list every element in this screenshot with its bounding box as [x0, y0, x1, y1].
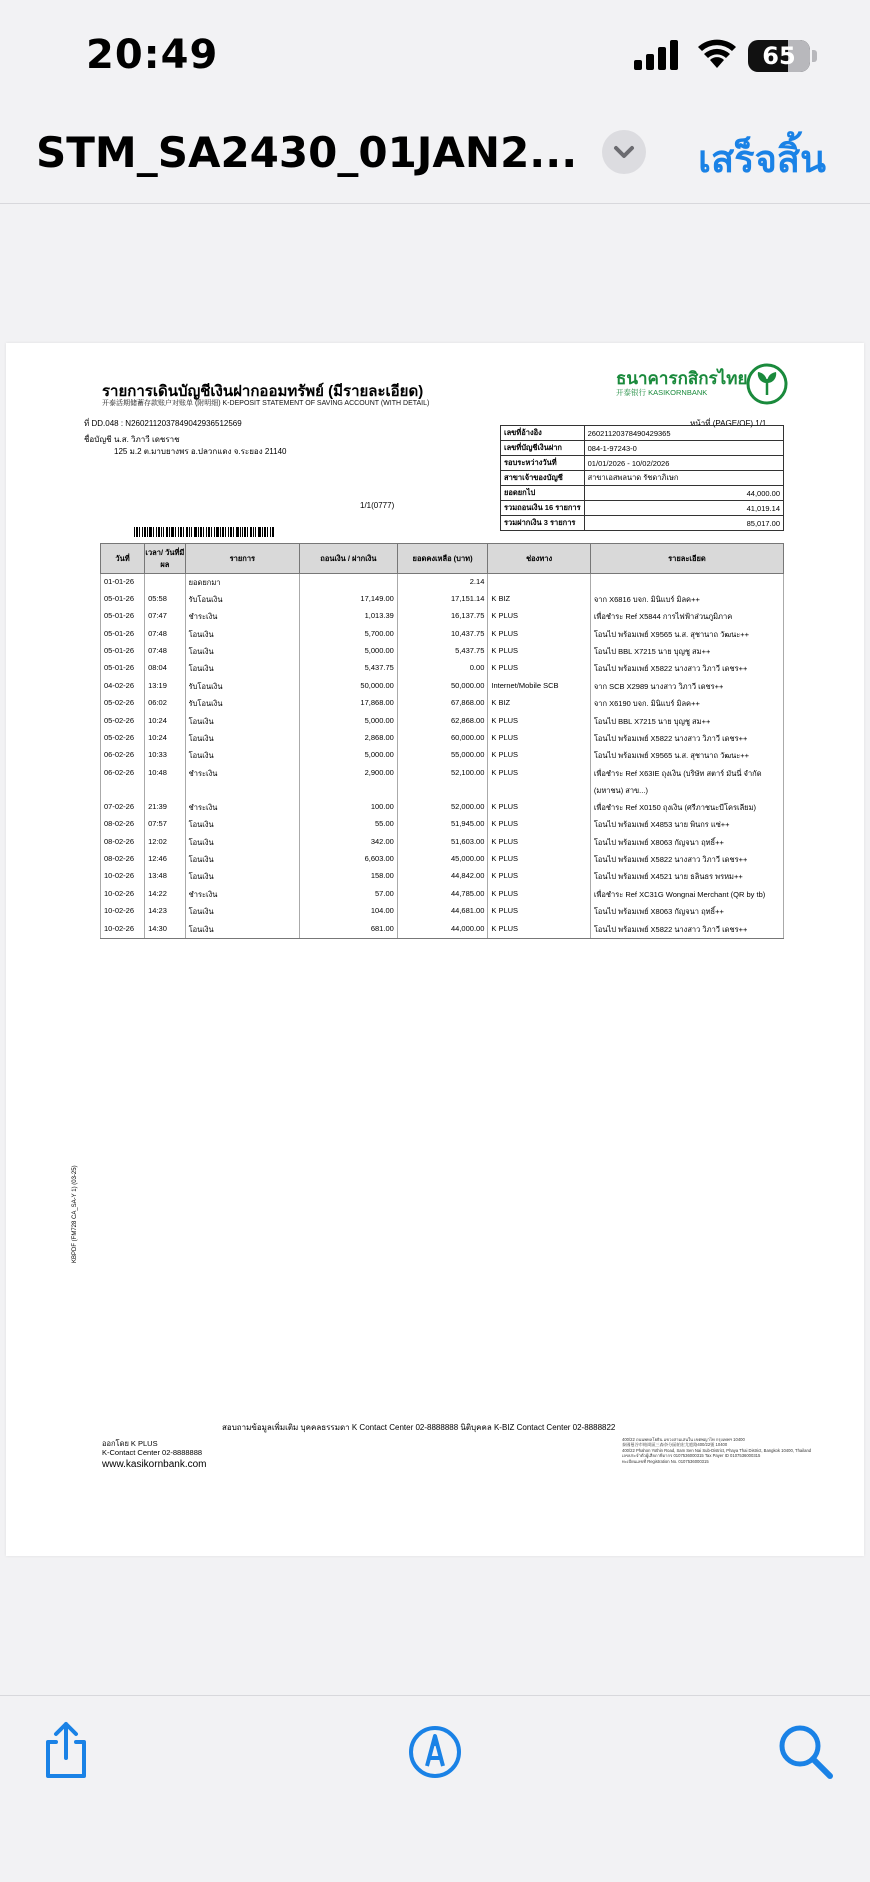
summary-row [501, 456, 784, 471]
cell-time: 07:48 [145, 626, 186, 643]
cell-balance: 10,437.75 [397, 626, 488, 643]
cell-time: 12:46 [145, 851, 186, 868]
cell-detail: เพื่อชำระ Ref X63IE ถุงเงิน (บริษัท สตาร์ มันนี่ จำกัด (มหาชน) สาข...) [590, 765, 783, 799]
table-row [101, 765, 784, 799]
cell-date: 05-01-26 [101, 608, 145, 625]
bottom-toolbar [0, 1695, 870, 1882]
table-row [101, 921, 784, 939]
cell-amount: 1,013.39 [300, 608, 398, 625]
table-row [101, 626, 784, 643]
cell-item: โอนเงิน [185, 626, 299, 643]
cell-date: 05-02-26 [101, 713, 145, 730]
cell-time: 21:39 [145, 799, 186, 816]
cell-time: 12:02 [145, 834, 186, 851]
table-row [101, 903, 784, 920]
cell-date: 05-01-26 [101, 643, 145, 660]
cell-detail: โอนไป พร้อมเพย์ X5822 นางสาว วิภาวี เดชร++ [590, 730, 783, 747]
barcode-caption: 1/1(0777) [360, 501, 395, 510]
column-header: ช่องทาง [488, 544, 591, 574]
cell-channel: K PLUS [488, 626, 591, 643]
barcode-image [134, 527, 274, 537]
cell-amount: 17,149.00 [300, 591, 398, 608]
cell-amount: 681.00 [300, 921, 398, 939]
table-row [101, 678, 784, 695]
table-row [101, 799, 784, 816]
cell-balance: 44,000.00 [397, 921, 488, 939]
column-header: เวลา/ วันที่มีผล [145, 544, 186, 574]
cell-amount: 342.00 [300, 834, 398, 851]
cell-channel: K PLUS [488, 851, 591, 868]
cell-balance: 50,000.00 [397, 678, 488, 695]
cell-channel: K PLUS [488, 903, 591, 920]
battery-tip [812, 50, 817, 62]
cell-balance: 67,868.00 [397, 695, 488, 712]
cell-time: 14:23 [145, 903, 186, 920]
cell-detail: เพื่อชำระ Ref X0150 ถุงเงิน (ศรีภาชนะบีโครเลียม) [590, 799, 783, 816]
summary-row [501, 426, 784, 441]
cell-time: 10:24 [145, 713, 186, 730]
cell-time: 13:48 [145, 868, 186, 885]
summary-value: สาขาเอสพลนาด รัชดาภิเษก [584, 471, 783, 486]
cell-balance: 5,437.75 [397, 643, 488, 660]
table-row [101, 660, 784, 677]
cell-balance: 51,945.00 [397, 816, 488, 833]
table-row [101, 868, 784, 885]
search-icon[interactable] [776, 1722, 836, 1782]
table-row [101, 851, 784, 868]
table-row [101, 816, 784, 833]
cell-amount: 5,000.00 [300, 747, 398, 764]
cell-item: ชำระเงิน [185, 608, 299, 625]
cell-amount: 55.00 [300, 816, 398, 833]
cell-amount: 5,000.00 [300, 643, 398, 660]
kasikorn-leaf-icon [746, 363, 788, 405]
summary-label: รวมฝากเงิน 3 รายการ [501, 516, 585, 531]
cell-balance: 44,681.00 [397, 903, 488, 920]
summary-label: ยอดยกไป [501, 486, 585, 501]
cell-date: 08-02-26 [101, 816, 145, 833]
bank-subname: 开泰银行 KASIKORNBANK [616, 388, 708, 397]
bank-address [622, 1437, 811, 1464]
address-line: ทะเบียนเลขที่ Registration No. 0107536000315 [622, 1458, 709, 1464]
cell-date: 05-01-26 [101, 626, 145, 643]
cell-balance: 2.14 [397, 574, 488, 591]
cell-balance: 17,151.14 [397, 591, 488, 608]
cell-channel [488, 574, 591, 591]
cell-detail: โอนไป BBL X7215 นาย บุญชู สม++ [590, 713, 783, 730]
form-code: KBPDF (FM728 CA_SA-Y 1) (03-25) [72, 1165, 78, 1263]
cell-date: 10-02-26 [101, 868, 145, 885]
cell-item: โอนเงิน [185, 851, 299, 868]
document-viewer[interactable] [0, 205, 870, 1695]
cell-date: 08-02-26 [101, 851, 145, 868]
column-header: รายละเอียด [590, 544, 783, 574]
bank-name: ธนาคารกสิกรไทย [616, 369, 748, 388]
table-row [101, 608, 784, 625]
cell-channel: K PLUS [488, 921, 591, 939]
cell-detail [590, 574, 783, 591]
cell-detail: โอนไป พร้อมเพย์ X4521 นาย ธลินธร พรหม++ [590, 868, 783, 885]
cell-balance: 60,000.00 [397, 730, 488, 747]
cell-amount: 104.00 [300, 903, 398, 920]
cell-detail: โอนไป พร้อมเพย์ X8063 กัญจนา ฤทธิ์++ [590, 834, 783, 851]
table-row [101, 643, 784, 660]
cell-item: รับโอนเงิน [185, 695, 299, 712]
cell-amount [300, 574, 398, 591]
address-line: 泰國曼谷市帕崗區三森奈分區帕宏尤庭路400/22號 10400 [622, 1442, 728, 1448]
cell-date: 10-02-26 [101, 921, 145, 939]
cell-item: โอนเงิน [185, 868, 299, 885]
cell-detail: โอนไป พร้อมเพย์ X9565 น.ส. สุชานาถ วัฒนะ++ [590, 747, 783, 764]
status-time: 20:49 [86, 32, 219, 78]
title-menu-button[interactable] [602, 130, 646, 174]
address-line: 400/22 ถนนพหลโยธิน แขวงสามเสนใน เขตพญาไท กรุงเทพฯ 10400 [622, 1437, 745, 1442]
cell-channel: K PLUS [488, 713, 591, 730]
column-header: ถอนเงิน / ฝากเงิน [300, 544, 398, 574]
cell-item: โอนเงิน [185, 816, 299, 833]
markup-icon[interactable] [405, 1722, 465, 1782]
cell-amount: 2,868.00 [300, 730, 398, 747]
cell-detail: โอนไป พร้อมเพย์ X5822 นางสาว วิภาวี เดชร++ [590, 660, 783, 677]
cell-channel: K PLUS [488, 799, 591, 816]
status-bar [0, 0, 870, 110]
done-button[interactable]: เสร็จสิ้น [698, 137, 827, 181]
cell-detail: จาก X6816 บจก. มินิแบร์ มิลค++ [590, 591, 783, 608]
issuer-info [102, 1439, 202, 1457]
cell-detail: โอนไป พร้อมเพย์ X8063 กัญจนา ฤทธิ์++ [590, 903, 783, 920]
cell-item: ชำระเงิน [185, 765, 299, 799]
page-number: หน้าที่ (PAGE/OF) 1/1 [690, 419, 767, 428]
summary-row [501, 501, 784, 516]
cell-balance: 52,000.00 [397, 799, 488, 816]
cell-item: โอนเงิน [185, 903, 299, 920]
summary-label: รอบระหว่างวันที่ [501, 456, 585, 471]
cell-time: 13:19 [145, 678, 186, 695]
cell-detail: เพื่อชำระ Ref XC31G Wongnai Merchant (QR by tb) [590, 886, 783, 903]
cell-time: 07:57 [145, 816, 186, 833]
cell-channel: K BIZ [488, 591, 591, 608]
cell-time: 10:24 [145, 730, 186, 747]
cell-item: ชำระเงิน [185, 886, 299, 903]
summary-label: สาขาเจ้าของบัญชี [501, 471, 585, 486]
holder-name: น.ส. วิภาวี เดชราช [114, 435, 180, 444]
cell-item: โอนเงิน [185, 747, 299, 764]
cell-date: 07-02-26 [101, 799, 145, 816]
cell-detail: โอนไป BBL X7215 นาย บุญชู สม++ [590, 643, 783, 660]
summary-value: 41,019.14 [584, 501, 783, 516]
cell-amount: 5,000.00 [300, 713, 398, 730]
statement-page [6, 343, 864, 1556]
summary-row [501, 486, 784, 501]
cell-date: 06-02-26 [101, 747, 145, 764]
cell-detail: โอนไป พร้อมเพย์ X4853 นาย พินกร แซ่++ [590, 816, 783, 833]
cell-channel: K BIZ [488, 695, 591, 712]
summary-label: เลขที่บัญชีเงินฝาก [501, 441, 585, 456]
cell-item: โอนเงิน [185, 730, 299, 747]
cell-detail: เพื่อชำระ Ref X5844 การไฟฟ้าส่วนภูมิภาค [590, 608, 783, 625]
issuer-line-2: K-Contact Center 02-8888888 [102, 1448, 203, 1457]
cellular-signal-icon [634, 40, 680, 70]
cell-channel: Internet/Mobile SCB [488, 678, 591, 695]
holder-label: ชื่อบัญชี [84, 435, 112, 444]
summary-value: 85,017.00 [584, 516, 783, 531]
contact-info: สอบถามข้อมูลเพิ่มเติม บุคคลธรรมดา K Contact Center 02-8888888 นิติบุคคล K-BIZ Contact Center 02-8888822 [222, 1423, 616, 1432]
summary-value: 26021120378490429365 [584, 426, 783, 441]
cell-amount: 50,000.00 [300, 678, 398, 695]
cell-item: โอนเงิน [185, 921, 299, 939]
bank-website: www.kasikornbank.com [102, 1459, 207, 1470]
summary-row [501, 516, 784, 531]
cell-time: 14:30 [145, 921, 186, 939]
table-row [101, 886, 784, 903]
cell-amount: 5,437.75 [300, 660, 398, 677]
cell-amount: 158.00 [300, 868, 398, 885]
cell-detail: จาก SCB X2989 นางสาว วิภาวี เดชร++ [590, 678, 783, 695]
cell-time: 07:47 [145, 608, 186, 625]
cell-date: 10-02-26 [101, 886, 145, 903]
cell-time: 14:22 [145, 886, 186, 903]
issuer-line-1: ออกโดย K PLUS [102, 1439, 158, 1448]
table-row [101, 730, 784, 747]
address-line: 400/22 Phahon Yothin Road, Sam Sen Nai Sub-District, Phaya Thai District, Bangkok 10400, Thailand [622, 1447, 812, 1453]
cell-amount: 57.00 [300, 886, 398, 903]
cell-date: 04-02-26 [101, 678, 145, 695]
cell-amount: 6,603.00 [300, 851, 398, 868]
cell-item: โอนเงิน [185, 660, 299, 677]
cell-channel: K PLUS [488, 643, 591, 660]
cell-balance: 44,842.00 [397, 868, 488, 885]
share-icon[interactable] [36, 1720, 96, 1780]
cell-amount: 2,900.00 [300, 765, 398, 799]
cell-balance: 51,603.00 [397, 834, 488, 851]
cell-time: 07:48 [145, 643, 186, 660]
cell-channel: K PLUS [488, 730, 591, 747]
table-row [101, 834, 784, 851]
cell-detail: โอนไป พร้อมเพย์ X9565 น.ส. สุชานาถ วัฒนะ++ [590, 626, 783, 643]
cell-time: 06:02 [145, 695, 186, 712]
cell-date: 10-02-26 [101, 903, 145, 920]
cell-item: โอนเงิน [185, 643, 299, 660]
cell-balance: 0.00 [397, 660, 488, 677]
cell-channel: K PLUS [488, 747, 591, 764]
summary-value: 44,000.00 [584, 486, 783, 501]
table-row [101, 591, 784, 608]
cell-channel: K PLUS [488, 608, 591, 625]
battery-icon [748, 40, 810, 72]
account-summary-table [500, 425, 784, 531]
wifi-icon [696, 38, 738, 70]
cell-detail: โอนไป พร้อมเพย์ X5822 นางสาว วิภาวี เดชร++ [590, 921, 783, 939]
cell-balance: 52,100.00 [397, 765, 488, 799]
address-line: เลขประจำตัวผู้เสียภาษีอากร 0107536000315 Tax Payer ID 0107536000315 [622, 1453, 761, 1459]
cell-date: 05-01-26 [101, 660, 145, 677]
cell-amount: 5,700.00 [300, 626, 398, 643]
cell-amount: 100.00 [300, 799, 398, 816]
statement-title: รายการเดินบัญชีเงินฝากออมทรัพย์ (มีรายละเอียด) [102, 383, 424, 400]
cell-balance: 55,000.00 [397, 747, 488, 764]
holder-address: 125 ม.2 ต.มาบยางพร อ.ปลวกแดง จ.ระยอง 21140 [114, 447, 287, 456]
summary-label: เลขที่อ้างอิง [501, 426, 585, 441]
cell-item: รับโอนเงิน [185, 678, 299, 695]
cell-time: 08:04 [145, 660, 186, 677]
cell-item: ชำระเงิน [185, 799, 299, 816]
navigation-bar [0, 110, 870, 204]
cell-balance: 45,000.00 [397, 851, 488, 868]
cell-detail: จาก X6190 บจก. มินิแบร์ มิลค++ [590, 695, 783, 712]
summary-row [501, 441, 784, 456]
cell-time: 10:48 [145, 765, 186, 799]
reference-line: ที่ DD.048 : N2602112037849042936512569 [84, 419, 242, 428]
table-row [101, 713, 784, 730]
table-row [101, 695, 784, 712]
cell-date: 08-02-26 [101, 834, 145, 851]
column-header: ยอดคงเหลือ (บาท) [397, 544, 488, 574]
cell-balance: 62,868.00 [397, 713, 488, 730]
table-row [101, 747, 784, 764]
cell-channel: K PLUS [488, 834, 591, 851]
summary-value: 01/01/2026 - 10/02/2026 [584, 456, 783, 471]
cell-date: 05-02-26 [101, 730, 145, 747]
bank-logo [616, 365, 788, 407]
cell-item: โอนเงิน [185, 713, 299, 730]
cell-time [145, 574, 186, 591]
battery-level: 65 [762, 42, 796, 70]
cell-amount: 17,868.00 [300, 695, 398, 712]
cell-channel: K PLUS [488, 868, 591, 885]
cell-channel: K PLUS [488, 816, 591, 833]
cell-balance: 44,785.00 [397, 886, 488, 903]
cell-date: 05-01-26 [101, 591, 145, 608]
cell-item: รับโอนเงิน [185, 591, 299, 608]
cell-date: 05-02-26 [101, 695, 145, 712]
cell-channel: K PLUS [488, 765, 591, 799]
summary-row [501, 471, 784, 486]
document-title: STM_SA2430_01JAN2... [36, 128, 578, 177]
cell-item: ยอดยกมา [185, 574, 299, 591]
cell-time: 10:33 [145, 747, 186, 764]
cell-date: 01-01-26 [101, 574, 145, 591]
cell-time: 05:58 [145, 591, 186, 608]
cell-detail: โอนไป พร้อมเพย์ X5822 นางสาว วิภาวี เดชร++ [590, 851, 783, 868]
summary-label: รวมถอนเงิน 16 รายการ [501, 501, 585, 516]
transactions-table [100, 543, 784, 939]
cell-channel: K PLUS [488, 886, 591, 903]
statement-subtitle: 开泰活期储蓄存款账户对账单 (附明细) K-DEPOSIT STATEMENT OF SAVING ACCOUNT (WITH DETAIL) [102, 400, 430, 407]
cell-date: 06-02-26 [101, 765, 145, 799]
chevron-down-icon [602, 130, 646, 174]
cell-channel: K PLUS [488, 660, 591, 677]
summary-value: 084-1-97243-0 [584, 441, 783, 456]
table-row [101, 574, 784, 591]
column-header: วันที่ [101, 544, 145, 574]
column-header: รายการ [185, 544, 299, 574]
cell-item: โอนเงิน [185, 834, 299, 851]
cell-balance: 16,137.75 [397, 608, 488, 625]
